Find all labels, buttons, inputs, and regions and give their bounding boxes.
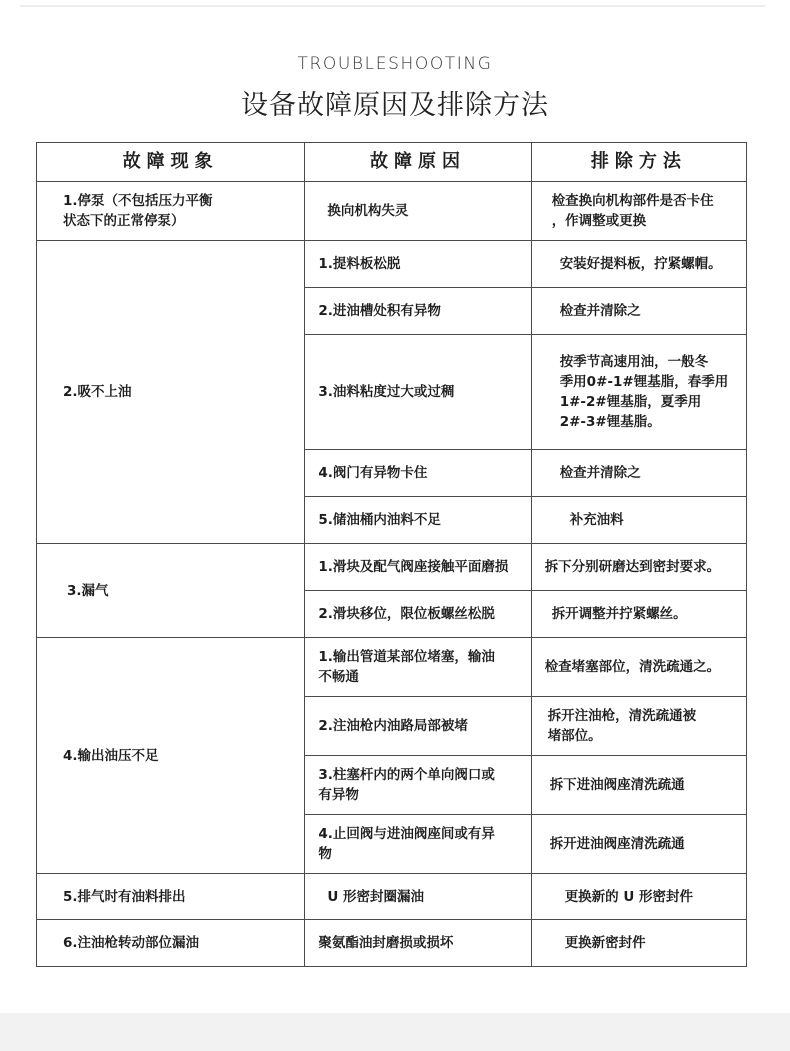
symptom-cell: 5.排气时有油料排出 [37,874,305,920]
table-row [37,920,747,967]
table-row [37,638,747,697]
cause-cell: 1.滑块及配气阀座接触平面磨损 [305,544,531,591]
remedy-cell: 检查并清除之 [531,288,746,335]
table-row [37,874,747,920]
remedy-cell: 拆下进油阀座清洗疏通 [531,756,746,815]
cause-cell: 4.阀门有异物卡住 [305,450,531,497]
table-row [37,544,747,591]
cause-cell: 3.柱塞杆内的两个单向阀口或 有异物 [305,756,531,815]
cause-cell: U 形密封圈漏油 [305,874,531,920]
remedy-cell: 检查换向机构部件是否卡住 ，作调整或更换 [531,182,746,241]
cause-cell: 1.提料板松脱 [305,241,531,288]
remedy-cell: 更换新密封件 [531,920,746,967]
cause-cell: 2.进油槽处积有异物 [305,288,531,335]
remedy-cell: 拆开进油阀座清洗疏通 [531,815,746,874]
remedy-cell: 安装好提料板，拧紧螺帽。 [531,241,746,288]
remedy-cell: 按季节高速用油，一般冬 季用0#-1#锂基脂，春季用 1#-2#锂基脂，夏季用 2#-3#锂基脂。 [531,335,746,450]
cause-cell: 3.油料粘度过大或过稠 [305,335,531,450]
cause-cell: 2.注油枪内油路局部被堵 [305,697,531,756]
table-row [37,241,747,288]
cause-cell: 2.滑块移位，限位板螺丝松脱 [305,591,531,638]
section-subtitle: TROUBLESHOOTING [297,54,493,74]
cause-cell: 聚氨酯油封磨损或损坏 [305,920,531,967]
top-divider [20,5,765,7]
remedy-cell: 拆开调整并拧紧螺丝。 [531,591,746,638]
remedy-cell: 检查堵塞部位，清洗疏通之。 [531,638,746,697]
cause-cell: 1.输出管道某部位堵塞，输油 不畅通 [305,638,531,697]
symptom-cell: 6.注油枪转动部位漏油 [37,920,305,967]
table-row [37,182,747,241]
remedy-cell: 补充油料 [531,497,746,544]
remedy-cell: 检查并清除之 [531,450,746,497]
troubleshooting-table [36,142,747,967]
symptom-cell: 2.吸不上油 [37,241,305,544]
cause-cell: 5.储油桶内油料不足 [305,497,531,544]
column-header-remedy: 排除方法 [531,143,746,182]
symptom-cell: 4.输出油压不足 [37,638,305,874]
column-header-cause: 故障原因 [305,143,531,182]
table-header-row [37,143,747,182]
cause-cell: 换向机构失灵 [305,182,531,241]
remedy-cell: 拆开注油枪，清洗疏通被 堵部位。 [531,697,746,756]
symptom-cell: 3.漏气 [37,544,305,638]
remedy-cell: 更换新的 U 形密封件 [531,874,746,920]
column-header-symptom: 故障现象 [37,143,305,182]
cause-cell: 4.止回阀与进油阀座间或有异 物 [305,815,531,874]
page-title: 设备故障原因及排除方法 [241,90,549,121]
symptom-cell: 1.停泵（不包括压力平衡 状态下的正常停泵） [37,182,305,241]
remedy-cell: 拆下分别研磨达到密封要求。 [531,544,746,591]
footer-band [0,1013,790,1051]
